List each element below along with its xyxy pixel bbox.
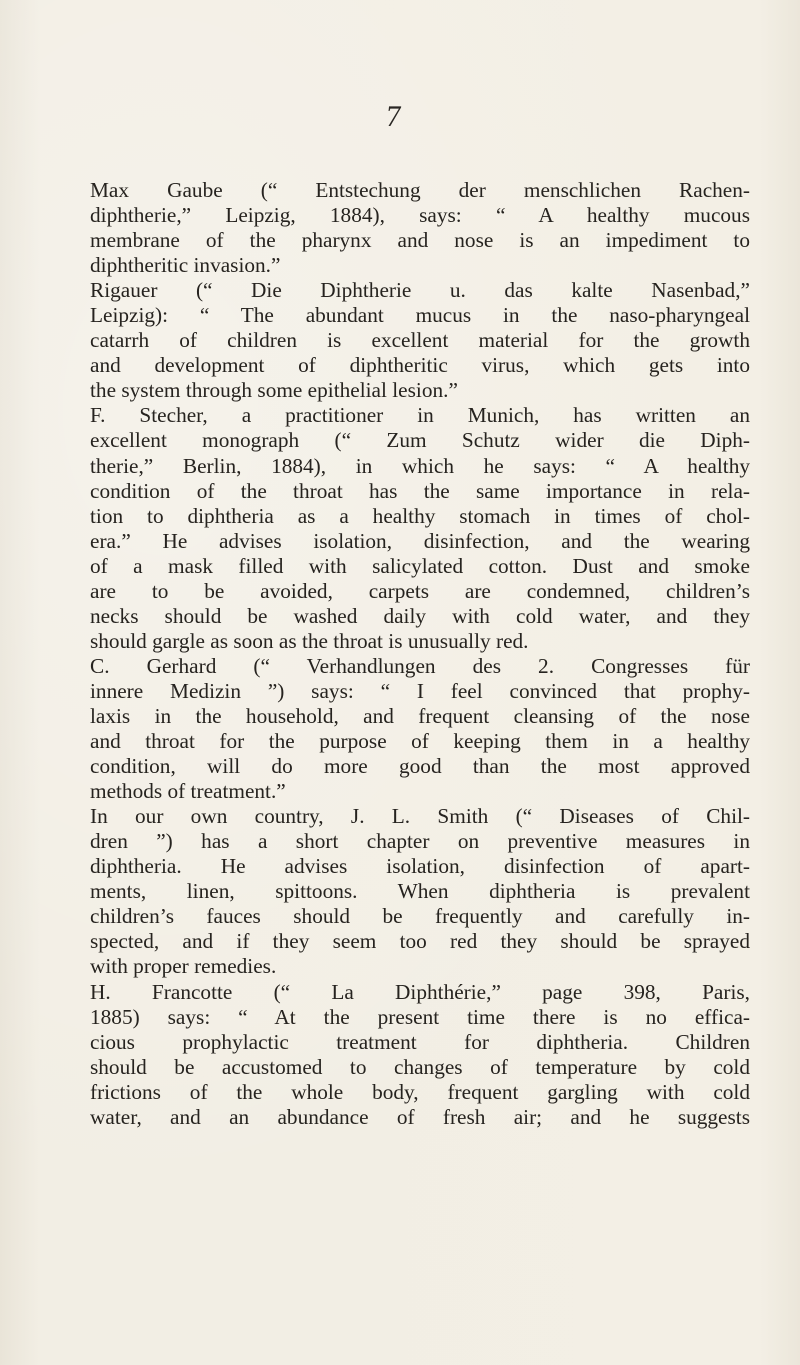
text-line: condition, will do more good than the most approved: [90, 754, 750, 779]
text-line: membrane of the pharynx and nose is an impediment to: [90, 228, 750, 253]
text-line: with proper remedies.: [90, 954, 277, 979]
text-line: Rigauer (“ Die Diphtherie u. das kalte Nasenbad,”: [90, 278, 750, 303]
text-line: catarrh of children is excellent material for the growth: [90, 328, 750, 353]
text-line: cious prophylactic treatment for diphtheria. Children: [90, 1029, 750, 1054]
text-line: innere Medizin ”) says: “ I feel convinced that prophy-: [90, 678, 750, 703]
text-line: the system through some epithelial lesion.”: [90, 378, 458, 403]
text-line: Max Gaube (“ Entstechung der menschlichen Rachen-: [90, 178, 750, 202]
text-line: era.” He advises isolation, disinfection, and the wearing: [90, 528, 750, 553]
text-line: Leipzig): “ The abundant mucus in the naso-pharyngeal: [90, 303, 750, 328]
text-line: dren ”) has a short chapter on preventive measures in: [90, 829, 750, 854]
text-line: should gargle as soon as the throat is unusually red.: [90, 628, 529, 653]
text-line: are to be avoided, carpets are condemned, children’s: [90, 578, 750, 603]
text-line: and throat for the purpose of keeping them in a healthy: [90, 729, 750, 754]
text-line: H. Francotte (“ La Diphthérie,” page 398, Paris,: [90, 979, 750, 1004]
text-line: methods of treatment.”: [90, 779, 286, 804]
text-line: 1885) says: “ At the present time there is no effica-: [90, 1004, 750, 1029]
page-number: 7: [384, 100, 403, 133]
text-line: frictions of the whole body, frequent gargling with cold: [90, 1079, 750, 1104]
text-line: spected, and if they seem too red they should be sprayed: [90, 929, 750, 954]
text-line: condition of the throat has the same importance in rela-: [90, 478, 750, 503]
text-line: diphtheria. He advises isolation, disinfection of apart-: [90, 854, 750, 879]
text-line: should be accustomed to changes of temperature by cold: [90, 1054, 750, 1079]
text-line: tion to diphtheria as a healthy stomach in times of chol-: [90, 503, 750, 528]
text-line: ments, linen, spittoons. When diphtheria is prevalent: [90, 879, 750, 904]
text-line: water, and an abundance of fresh air; and he suggests: [90, 1104, 750, 1129]
text-line: necks should be washed daily with cold water, and they: [90, 603, 750, 628]
text-line: therie,” Berlin, 1884), in which he says: “ A healthy: [90, 453, 750, 478]
text-line: of a mask filled with salicylated cotton. Dust and smoke: [90, 553, 750, 578]
text-line: C. Gerhard (“ Verhandlungen des 2. Congresses für: [90, 653, 750, 678]
text-line: diphtherie,” Leipzig, 1884), says: “ A healthy mucous: [90, 203, 750, 228]
text-line: In our own country, J. L. Smith (“ Diseases of Chil-: [90, 804, 750, 829]
body-text: [90, 178, 750, 1130]
text-line: F. Stecher, a practitioner in Munich, has written an: [90, 403, 750, 428]
text-line: laxis in the household, and frequent cleansing of the nose: [90, 703, 750, 728]
text-line: children’s fauces should be frequently and carefully in-: [90, 904, 750, 929]
text-line: diphtheritic invasion.”: [90, 253, 281, 278]
text-line: and development of diphtheritic virus, which gets into: [90, 353, 750, 378]
text-line: excellent monograph (“ Zum Schutz wider die Diph-: [90, 428, 750, 453]
